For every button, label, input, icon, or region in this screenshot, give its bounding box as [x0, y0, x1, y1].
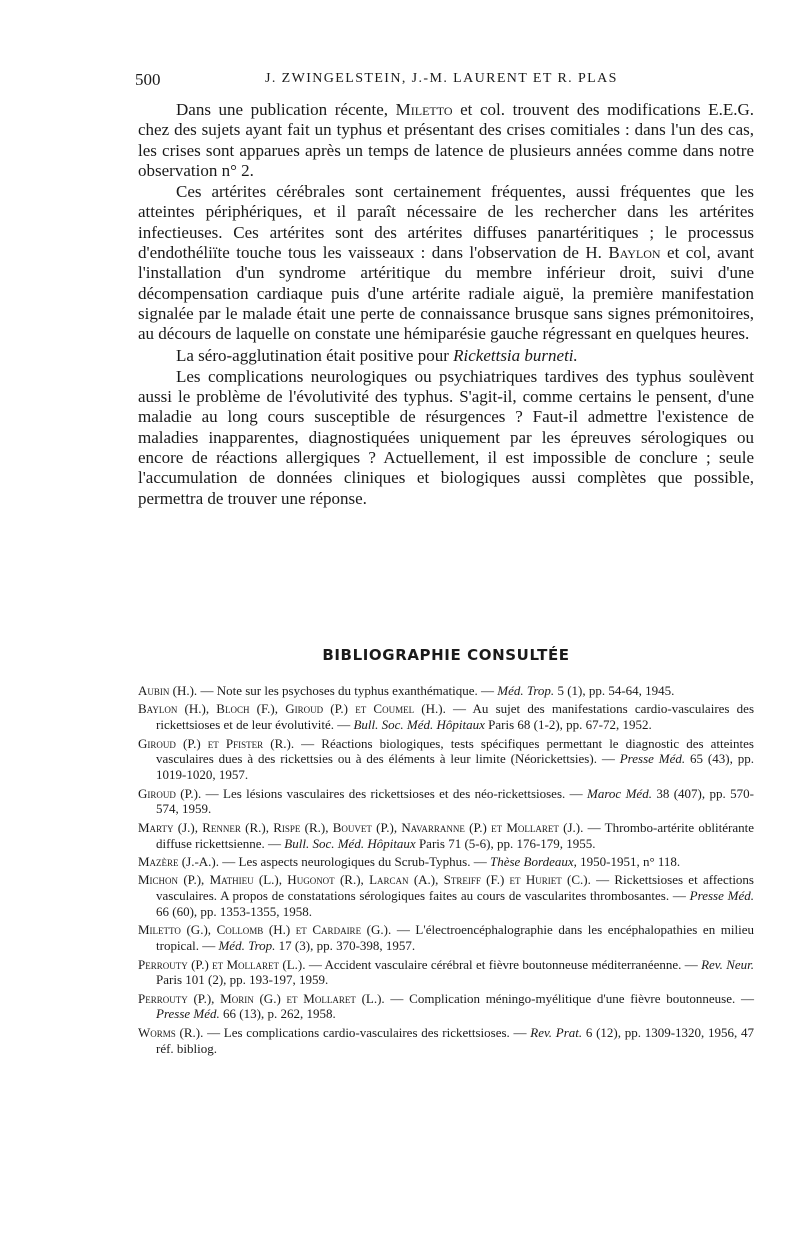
bibliography-heading: BIBLIOGRAPHIE CONSULTÉE [322, 646, 570, 664]
bib-journal: Presse Méd. [619, 751, 686, 767]
bib-journal: Bull. Soc. Méd. Hôpitaux [353, 717, 485, 733]
bib-title: — Note sur les psychoses du typhus exanthématique. — [197, 683, 498, 698]
paragraph-1: Dans une publication récente, Miletto et col. trouvent des modifications E.E.G. chez des sujets ayant fait un typhus et présentant des crises comitiales : dans l'un des cas, les crises sont apparues après un temps de latence de plusieurs années comme dans notre observation n° 2. [138, 100, 754, 180]
bib-journal: Méd. Trop. [218, 938, 276, 954]
bib-journal: Thèse Bordeaux, [489, 853, 577, 869]
bib-title: — Accident vasculaire cérébral et fièvre boutonneuse méditerranéenne. — [305, 956, 702, 972]
bib-journal: Bull. Soc. Méd. Hôpitaux [284, 835, 416, 851]
bib-title: — Les aspects neurologiques du Scrub-Typhus. — [219, 853, 490, 869]
bib-authors: Baylon (H.), Bloch (F.), Giroud (P.) et Coumel (H.). [138, 701, 446, 717]
bib-journal: Rev. Neur. [701, 956, 755, 972]
bib-authors: Giroud (P.) et Pfister (R.). [138, 735, 295, 751]
bib-title: — L'électroencéphalographie dans les encéphalopathies en milieu tropical. — [156, 922, 755, 954]
bib-title: — Réactions biologiques, tests spécifiques permettant le diagnostic des atteintes vasculaires dues à des rickettsies ou à des éléments à leur limite (Néorickettsies). — [156, 735, 754, 767]
bib-ref: 1950-1951, n° 118. [576, 853, 681, 869]
running-head [135, 70, 735, 96]
bib-ref: Paris 71 (5-6), pp. 176-179, 1955. [415, 835, 596, 851]
body-text [138, 100, 754, 510]
bib-ref: 66 (13), p. 262, 1958. [219, 1006, 336, 1022]
author-name: Miletto [395, 100, 453, 119]
bibliography-entry [138, 991, 754, 1023]
page-number: 500 [135, 70, 161, 89]
bibliography-entry [138, 1025, 754, 1057]
paragraph-2: Ces artérites cérébrales sont certainement fréquentes, aussi fréquentes que les atteintes périphériques, et il paraît nécessaire de les rechercher dans les artérites infectieuses. Ces artérites sont des artérites diffuses panartéritiques ; le processus d'endothéliïte touche tous les vaisseaux : dans l'observation de H. Baylon et col, avant l'installation d'un syndrome artéritique du membre inférieur droit, suivi d'une décompensation cardiaque puis d'une artérite radiale aiguë, la première manifestation signalée par le malade était une perte de connaissance brusque sans signes prémonitoires, au décours de laquelle on constate une hémiparésie gauche régressant en quelques heures. [138, 182, 755, 344]
bib-authors: Marty (J.), Renner (R.), Rispe (R.), Bouvet (P.), Navarranne (P.) et Mollaret (J.). [138, 819, 584, 835]
bib-authors: Miletto (G.), Collomb (H.) et Cardaire (G.). [138, 922, 392, 938]
bib-authors: Worms (R.). [138, 1024, 204, 1040]
bib-ref: 65 (43), pp. 1019-1020, 1957. [156, 751, 754, 783]
bibliography-entry [138, 786, 754, 818]
bib-ref: 38 (407), pp. 570-574, 1959. [156, 785, 754, 817]
bib-title: — Au sujet des manifestations cardio-vasculaires des rickettsioses et de leur évolutivité. — [156, 701, 755, 733]
bib-ref: 6 (12), pp. 1309-1320, 1956, 47 réf. bibliog. [156, 1024, 754, 1056]
author-name: Baylon [608, 243, 661, 263]
running-title: J. ZWINGELSTEIN, J.-M. LAURENT ET R. PLAS [265, 71, 618, 86]
bib-title: — Thrombo-artérite oblitérante diffuse rickettsienne. — [156, 819, 754, 851]
bib-authors: Michon (P.), Mathieu (L.), Hugonot (R.), Larcan (A.), Streiff (F.) et Huriet (C.). [138, 872, 591, 888]
bib-ref: 66 (60), pp. 1353-1355, 1958. [156, 903, 312, 919]
species-name: Rickettsia burneti. [453, 345, 578, 365]
bib-journal: Presse Méd. [156, 1006, 220, 1022]
bib-ref: 5 (1), pp. 54-64, 1945. [554, 683, 675, 698]
bibliography-entry [138, 820, 754, 852]
bib-title: — Rickettsioses et affections vasculaires. A propos de constatations sérologiques faites au cours de vascularites thrombosantes. — [156, 872, 754, 904]
bibliography-entry [138, 854, 754, 870]
bibliography-entry [138, 957, 754, 989]
bibliography-entry [138, 701, 754, 733]
bib-title: — Les complications cardio-vasculaires des rickettsioses. — [203, 1024, 531, 1040]
paragraph-3: La séro-agglutination était positive pour Rickettsia burneti. [176, 345, 578, 365]
bib-authors: Perrouty (P.), Morin (G.) et Mollaret (L.). [138, 990, 385, 1006]
bib-journal: Presse Méd. [689, 888, 754, 904]
bib-authors: Aubin (H.). [138, 683, 198, 698]
bib-ref: Paris 68 (1-2), pp. 67-72, 1952. [484, 717, 652, 733]
bib-journal: Rev. Prat. [530, 1024, 583, 1040]
bib-journal: Maroc Méd. [587, 785, 652, 801]
paragraph-4: Les complications neurologiques ou psychiatriques tardives des typhus soulèvent aussi le problème de l'évolutivité des typhus. S'agit-il, comme certains le pensent, d'une maladie au long cours susceptible de résurgences ? Faut-il admettre l'existence de maladies inapparentes, diagnostiquées uniquement par les épreuves sérologiques ou encore de réactions allergiques ? Actuellement, il est impossible de conclure ; seule l'accumulation de données cliniques et biologiques aussi complètes que possible, permettra de trouver une réponse. [138, 366, 754, 508]
bib-ref: Paris 101 (2), pp. 193-197, 1959. [156, 972, 329, 988]
bib-title: — Les lésions vasculaires des rickettsioses et des néo-rickettsioses. — [201, 785, 588, 801]
bibliography-entry [138, 872, 754, 919]
bibliography-entry [138, 922, 754, 954]
bib-authors: Mazère (J.-A.). [138, 853, 219, 869]
bib-title: — Complication méningo-myélitique d'une fièvre boutonneuse. — [384, 990, 754, 1006]
bib-authors: Giroud (P.). [138, 785, 202, 801]
bibliography-entry [138, 736, 754, 783]
bib-authors: Perrouty (P.) et Mollaret (L.). [138, 956, 306, 972]
bib-journal: Méd. Trop. [497, 683, 555, 698]
bibliography-entry [138, 683, 754, 699]
bib-ref: 17 (3), pp. 370-398, 1957. [275, 938, 416, 954]
bibliography-list [138, 683, 754, 1059]
